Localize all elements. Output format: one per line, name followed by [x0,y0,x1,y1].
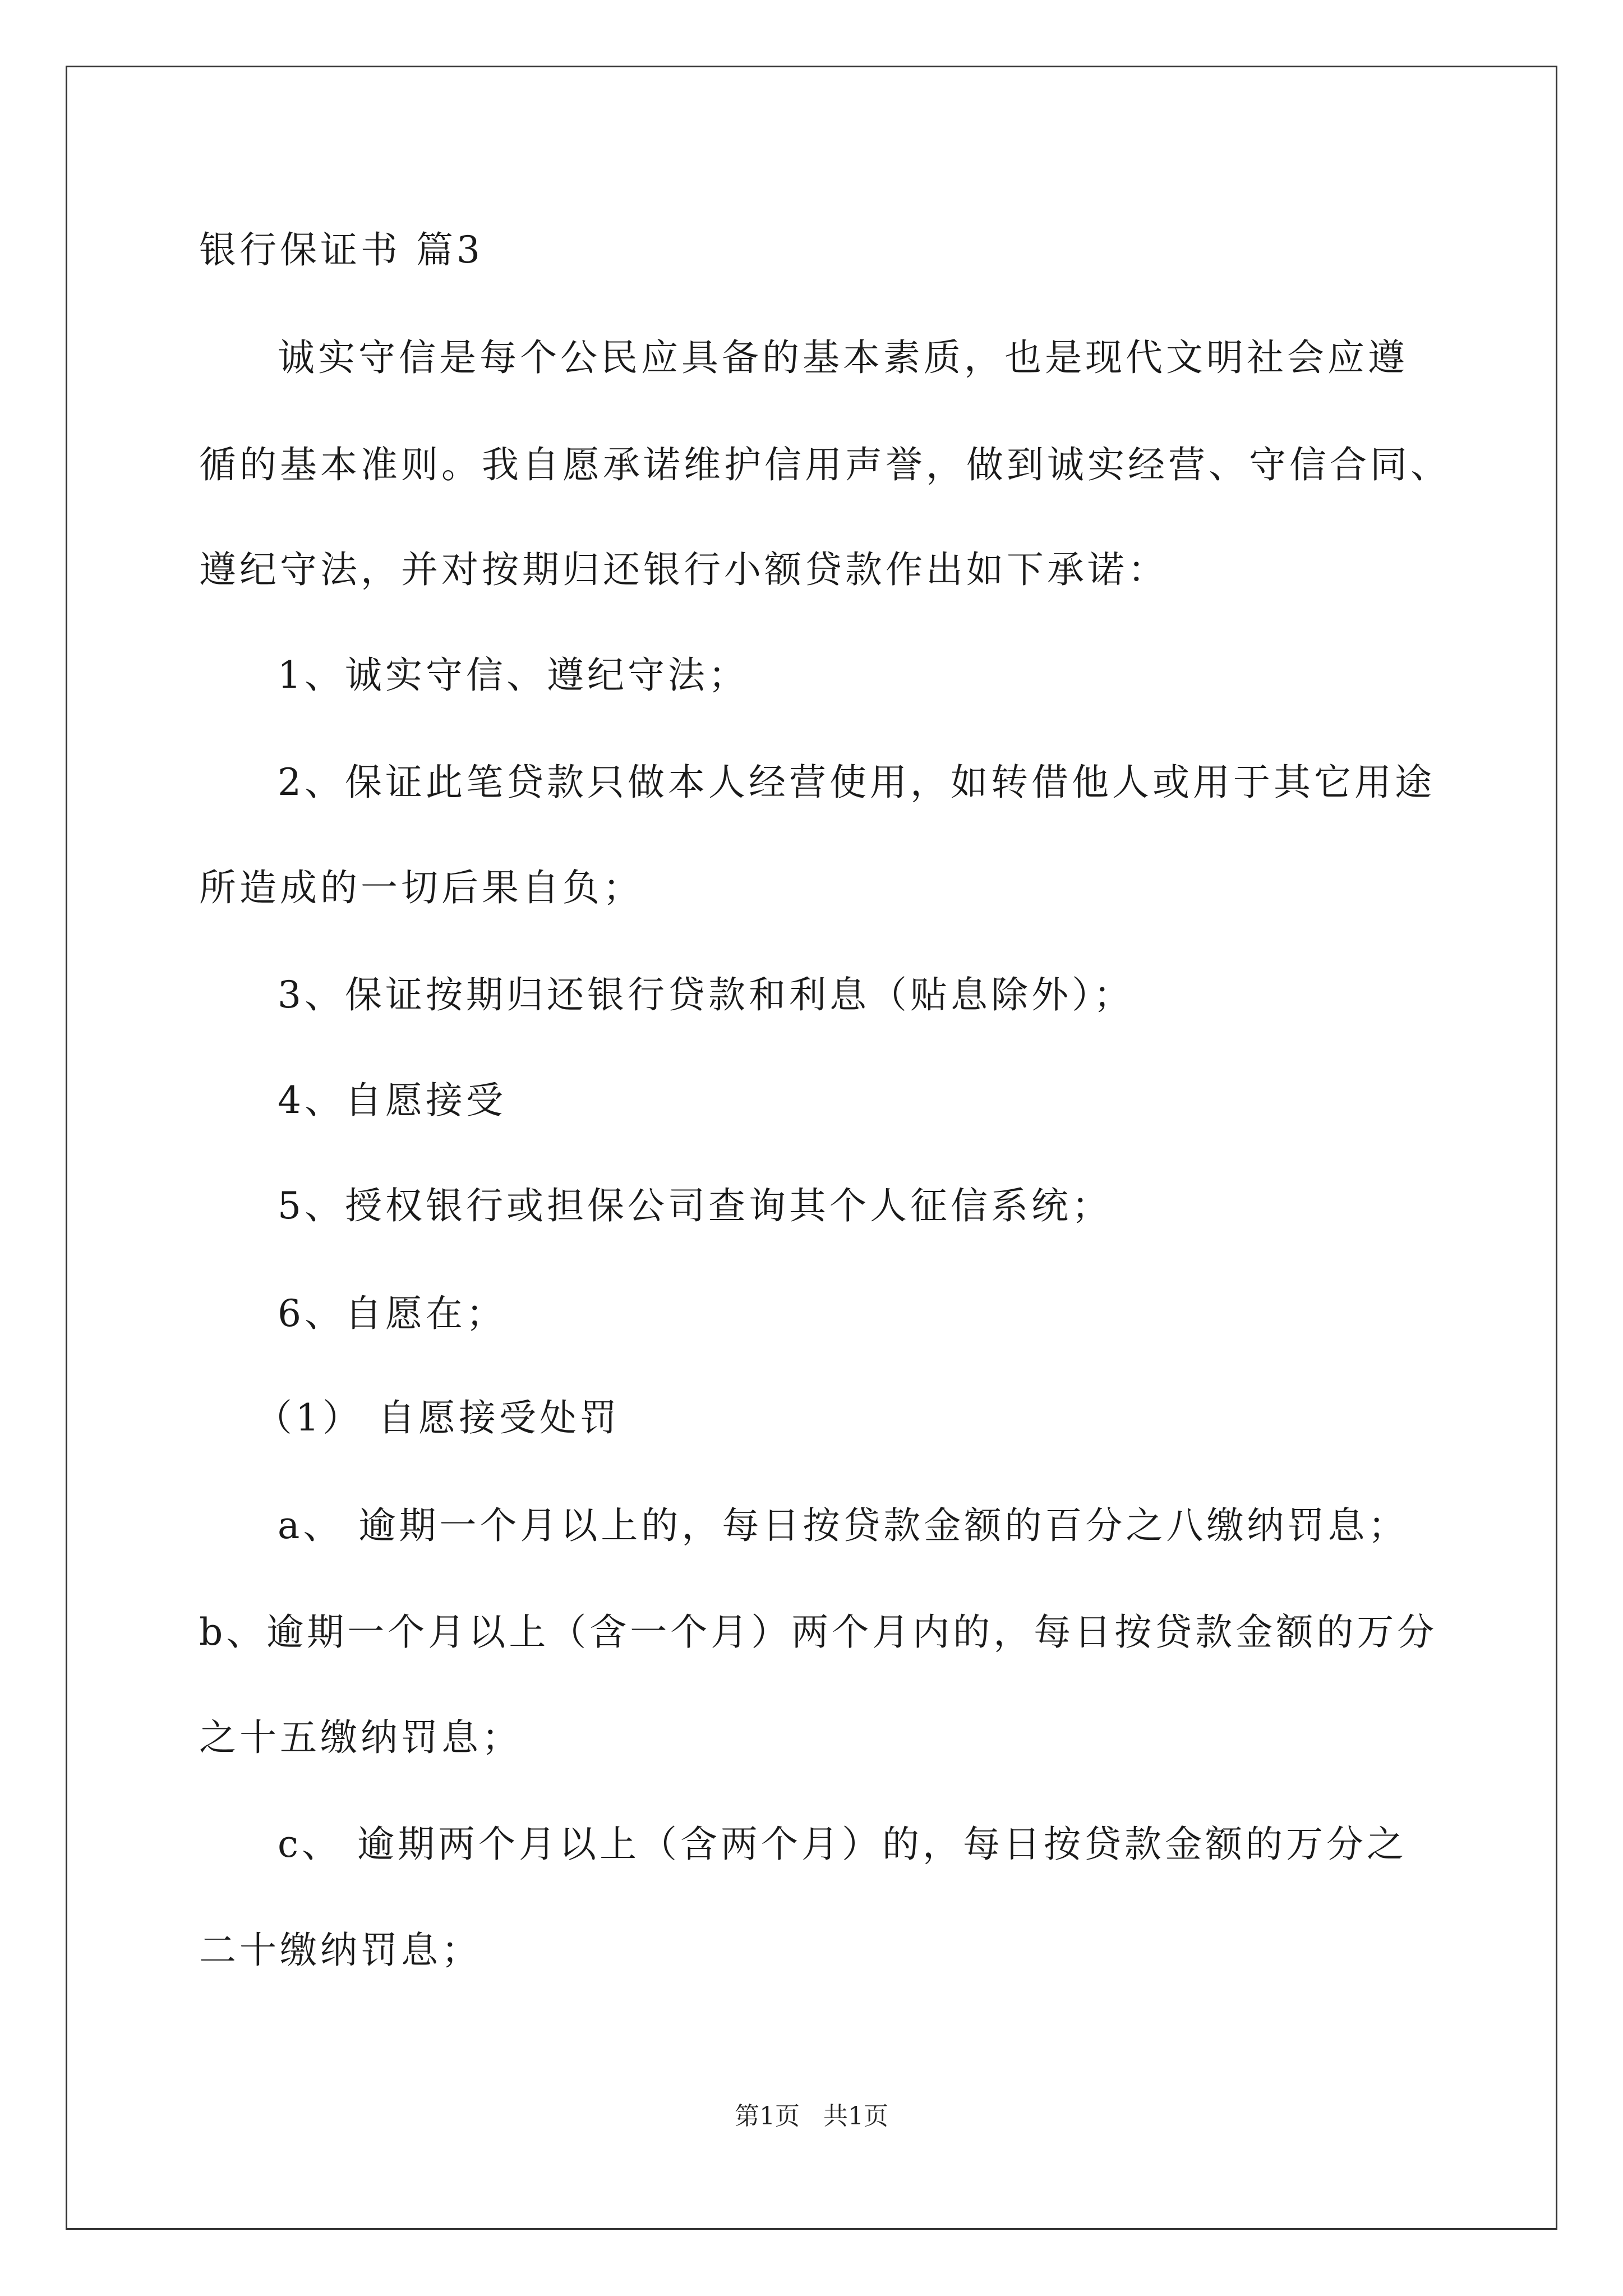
page-total: 共1页 [823,2102,888,2131]
list-item: 5、授权银行或担保公司查询其个人征信系统； [278,1184,1112,1227]
document-title: 银行保证书 篇3 [199,228,483,272]
page-footer [0,2101,1623,2132]
page-border [66,66,1557,2230]
list-item: 6、自愿在； [278,1292,506,1335]
paragraph-line: 循的基本准则。我自愿承诺维护信用声誉，做到诚实经营、守信合同、 [199,443,1451,486]
page-number: 第1页 [735,2102,800,2131]
clause-c: c、 逾期两个月以上（含两个月）的，每日按贷款金额的万分之 [278,1823,1407,1866]
list-item: 4、自愿接受 [278,1079,506,1122]
clause-a: a、 逾期一个月以上的，每日按贷款金额的百分之八缴纳罚息； [278,1504,1409,1547]
clause-b-continuation: 之十五缴纳罚息； [199,1716,522,1759]
list-item-continuation: 所造成的一切后果自负； [199,866,643,909]
clause-b: b、逾期一个月以上（含一个月）两个月内的，每日按贷款金额的万分 [199,1611,1438,1654]
sub-heading: （1） 自愿接受处罚 [255,1396,620,1439]
list-item: 1、诚实守信、遵纪守法； [278,654,749,697]
paragraph-line: 诚实守信是每个公民应具备的基本素质，也是现代文明社会应遵 [278,336,1408,379]
list-item: 2、保证此笔贷款只做本人经营使用，如转借他人或用于其它用途 [278,761,1435,804]
paragraph-line: 遵纪守法，并对按期归还银行小额贷款作出如下承诺： [199,548,1168,591]
clause-c-continuation: 二十缴纳罚息； [199,1929,482,1972]
list-item: 3、保证按期归还银行贷款和利息（贴息除外）； [278,973,1134,1016]
